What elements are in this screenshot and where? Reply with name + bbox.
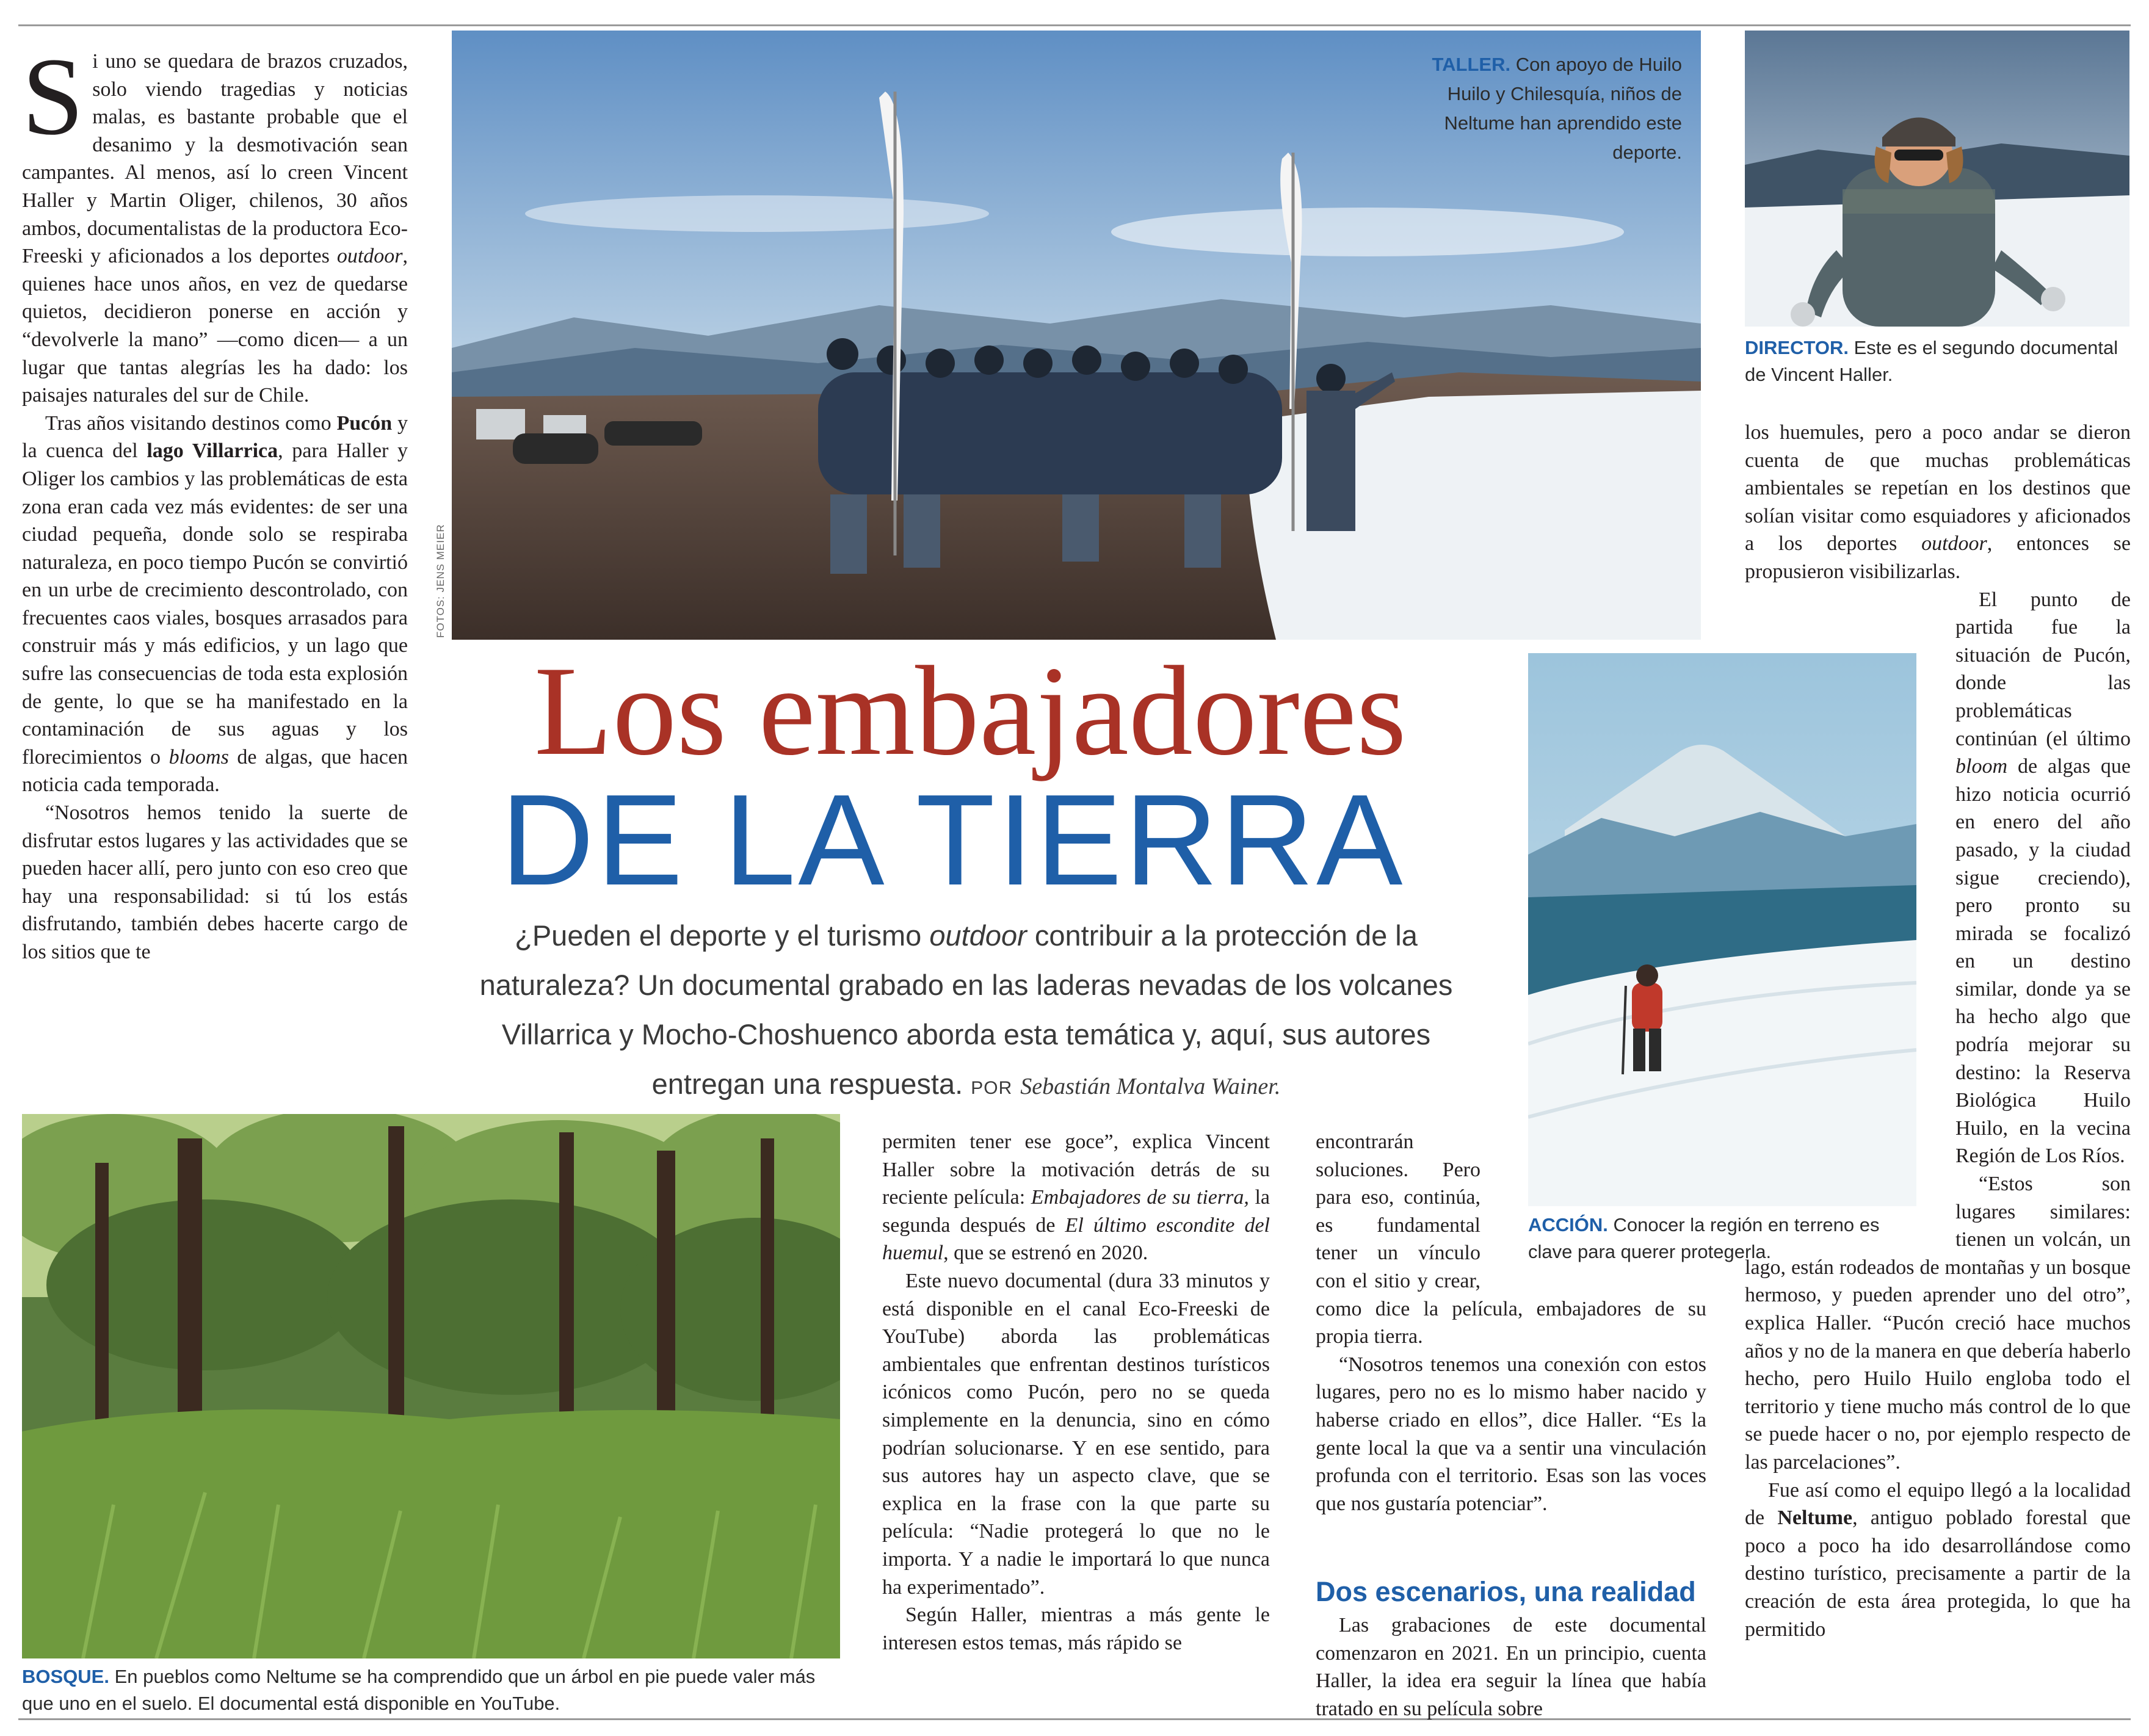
col4-p2: “Nosotros tenemos una conexión con estos lugares, pero no es lo mismo haber nacido y haberse criado en ellos”, dice Haller. “Es la gente local la que va a sentir una vinculación profunda con el territorio. Esas son las voces que nos gustaría potenciar”. <box>1316 1353 1706 1515</box>
byline-por: POR <box>971 1078 1013 1098</box>
col5-photo-float <box>1745 586 1955 1227</box>
col1-p2d: de algas, que hacen noticia cada temporada. <box>22 745 408 797</box>
column-4b <box>1316 1611 1706 1720</box>
col3-p1a: permiten tener ese goce”, explica Vincent Haller sobre la motivación detrás de su reciente película: <box>882 1130 1270 1209</box>
caption-accion-label: ACCIÓN. <box>1528 1214 1608 1235</box>
col4-p3: Las grabaciones de este documental comenzaron en 2021. En un principio, cuenta Haller, la idea era seguir la línea que había tratado en su película sobre <box>1316 1614 1706 1720</box>
column-1 <box>22 35 408 1098</box>
caption-director <box>1745 335 2129 388</box>
col5-p3: “Estos son lugares similares: tienen un volcán, un lago, están rodeados de montañas y un bosque hermoso, y pueden aprender uno del otro”, explica Haller. “Pucón creció hace muchos años y no de la manera en que debería haberlo hecho, pero Huilo Huilo engloba todo el territorio y tiene mucho más control de lo que se puede hacer o no, por ejemplo respecto de las parcelaciones”. <box>1745 1173 2131 1474</box>
col5-p2b: de algas que hizo noticia ocurrió en enero del año pasado, y la ciudad sigue creciendo), pero pronto su mirada se focalizó en un destino similar, donde ya se ha hecho algo que podría mejorar su destino: la Reserva Biológica Huilo Huilo, en la vecina Región de Los Ríos. <box>1955 755 2131 1168</box>
col1-p2c: , para Haller y Oliger los cambios y las problemáticas de esta zona eran cada vez más evidentes: de ser una ciudad pequeña, donde solo se respiraba naturaleza, en poco tiempo Pucón se convirtió en un urbe de crecimiento descontrolado, con frecuentes caos viales, bosques arrasados para construir más y más edificios, y un lago que sufre las consecuencias de toda esta explosión de gente, lo que se ha manifestado en la contaminación de sus aguas y los florecimientos o <box>22 439 408 769</box>
col1-p1-em: outdoor <box>336 245 403 268</box>
caption-taller-text: Con apoyo de Huilo Huilo y Chilesquía, niños de Neltume han aprendido este deporte. <box>1444 54 1682 163</box>
photo-bosque <box>22 1114 840 1658</box>
section-subhead: Dos escenarios, una realidad <box>1316 1576 1696 1607</box>
col3-p2: Este nuevo documental (dura 33 minutos y está disponible en el canal Eco-Freeski de YouTube) aborda las problemáticas ambientales que enfrentan destinos turísticos icónicos como Pucón, pero no se queda simplemente en la denuncia, sino en cómo podrían solucionarse. Y en ese sentido, para sus autores hay un aspecto clave, que se explica en la frase con la que parte su película: “Nadie protegerá lo que no le importa. Y a nadie le importará lo que nunca ha experimentado”. <box>882 1269 1270 1599</box>
caption-bosque-text: En pueblos como Neltume se ha comprendido que un árbol en pie puede valer más que uno en el suelo. El documental está disponible en YouTube. <box>22 1666 816 1714</box>
caption-bosque-label: BOSQUE. <box>22 1666 109 1687</box>
col5-p2-em: bloom <box>1955 755 2007 778</box>
col1-p2-bold1: Pucón <box>336 411 393 435</box>
caption-director-text: Este es el segundo documental de Vincent Haller. <box>1745 337 2118 385</box>
caption-accion-text: Conocer la región en terreno es clave para querer protegerla. <box>1528 1214 1880 1262</box>
col5-p4b: , antiguo poblado forestal que poco a poco ha ido desarrollándose como destino turístico, precisamente a partir de la creación de esta área protegida, lo que ha permitido <box>1745 1506 2131 1641</box>
top-rule <box>18 24 2131 26</box>
col1-p1-rest: , quienes hace unos años, en vez de quedarse quietos, decidieron ponerse en acción y “devolverle la mano” —como dicen— a un lugar que tantas alegrías les ha dado: los paisajes naturales del sur de Chile. <box>22 245 408 407</box>
col1-p1: i uno se quedara de brazos cruzados, solo viendo tragedias y noticias malas, es bastante probable que el desanimo y la desmotivación sean campantes. Al menos, así lo creen Vincent Haller y Martin Oliger, chilenos, 30 años ambos, documentalistas de la productora Eco-Freeski y aficionados a los deportes <box>22 50 408 268</box>
deck-b: contribuir a la protección de la naturaleza? Un documental grabado en las laderas nevadas de los volcanes Villarrica y Mocho-Choshuenco aborda esta temática y, aquí, sus autores entregan una respuesta. <box>479 919 1453 1100</box>
deck-a: ¿Pueden el deporte y el turismo <box>515 919 930 952</box>
col5-p4-bold: Neltume <box>1777 1506 1853 1530</box>
headline-line-2: DE LA TIERRA <box>501 767 1405 912</box>
col1-p2b: y la cuenca del <box>22 411 408 463</box>
col1-p2-bold2: lago Villarrica <box>147 439 278 463</box>
deck <box>446 911 1487 1113</box>
col1-p2-em: blooms <box>169 745 229 769</box>
col3-p1-em2: El último escondite del huemul <box>882 1213 1270 1265</box>
col1-p2a: Tras años visitando destinos como <box>45 411 337 435</box>
column-3 <box>882 1128 1270 1708</box>
photo-director <box>1745 31 2129 327</box>
col3-p1c: , que se estrenó en 2020. <box>943 1242 1148 1265</box>
col5-p4a: Fue así como el equipo llegó a la localidad de <box>1745 1478 2131 1530</box>
bottom-rule <box>18 1718 2131 1720</box>
photo-credit: FOTOS: JENS MEIER <box>435 524 446 638</box>
headline-line-1: Los embajadores <box>534 640 1407 782</box>
col3-p3: Según Haller, mientras a más gente le interesen estos temas, más rápido se <box>882 1604 1270 1654</box>
caption-taller-label: TALLER. <box>1432 54 1511 75</box>
col5-p1b: , entonces se propusieron visibilizarlas. <box>1745 532 2131 583</box>
col4-p1: encontrarán soluciones. Pero para eso, continúa, es fundamental tener un vínculo con el sitio y crear, como dice la película, embajadores de su propia tierra. <box>1316 1130 1706 1348</box>
deck-em: outdoor <box>929 919 1027 952</box>
col4-photo-float <box>1480 1128 1706 1281</box>
col1-p3: “Nosotros hemos tenido la suerte de disfrutar estos lugares y las actividades que se pueden hacer allí, pero junto con eso creo que hay una responsabilidad: si tú los estás disfrutando, también debes hacerte cargo de los sitios que te <box>22 801 408 963</box>
column-5 <box>1745 419 2131 1710</box>
col5-p1a: los huemules, pero a poco andar se dieron cuenta de que muchas problemáticas ambientales se repetían en los destinos que solían visitar como esquiadores y aficionados a los deportes <box>1745 421 2131 555</box>
col3-p1-em1: Embajadores de su tierra, <box>1031 1186 1249 1209</box>
dropcap: S <box>22 35 84 158</box>
byline-author: Sebastián Montalva Wainer. <box>1020 1074 1281 1099</box>
col5-p1-em: outdoor <box>1921 532 1987 555</box>
col5-p2a: El punto de partida fue la situación de Pucón, donde las problemáticas continúan (el último <box>1955 588 2131 750</box>
col3-p1b: la segunda después de <box>882 1186 1270 1237</box>
caption-taller <box>1422 50 1682 167</box>
caption-director-label: DIRECTOR. <box>1745 337 1849 358</box>
caption-bosque <box>22 1663 840 1717</box>
